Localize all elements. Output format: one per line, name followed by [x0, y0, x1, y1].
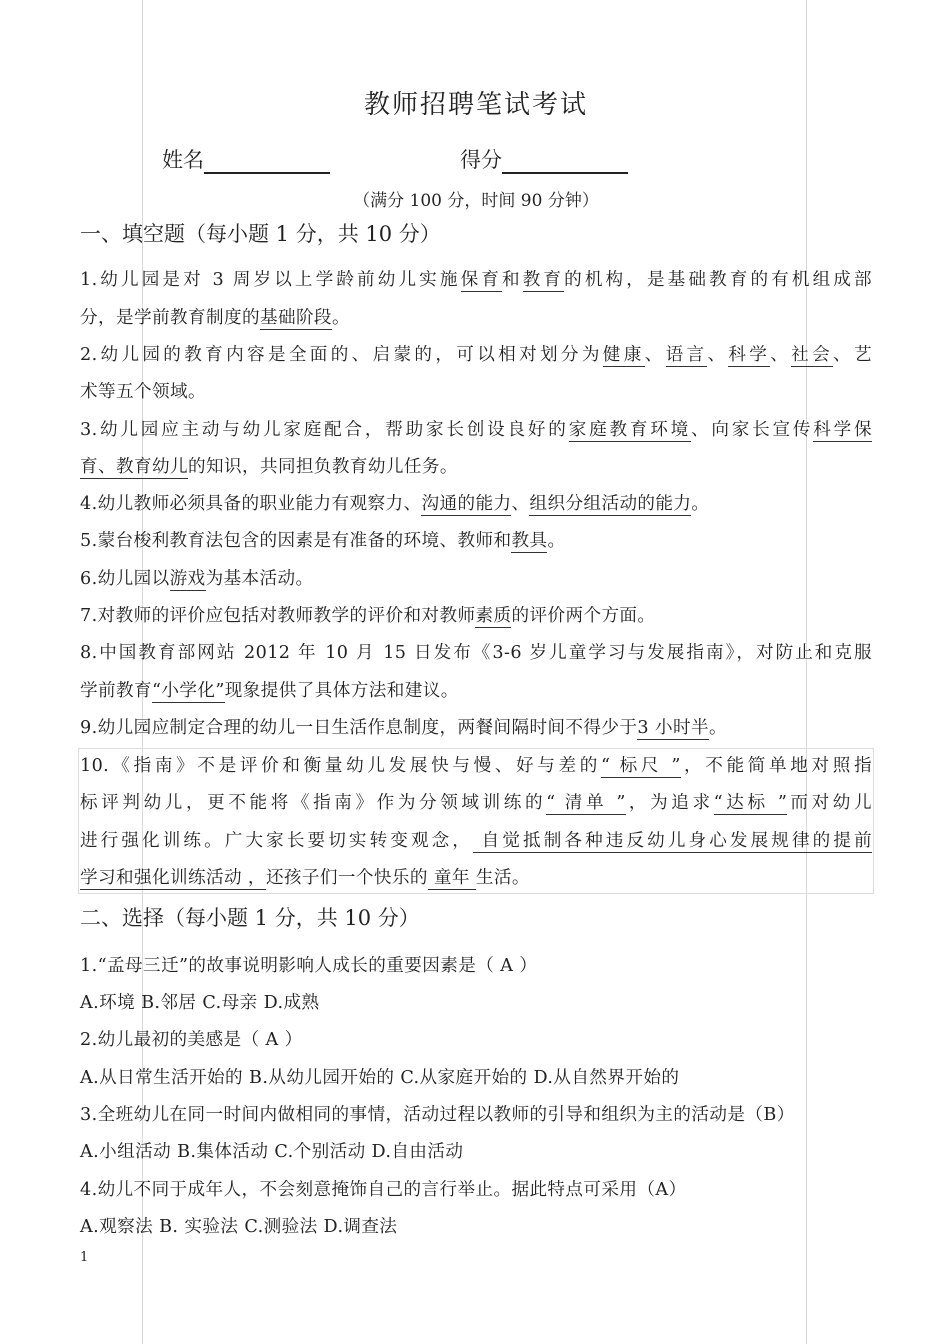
choice-2-question: 2.幼儿最初的美感是（ A ） [80, 1030, 303, 1050]
question-3-line-1: 3.幼儿园应主动与幼儿家庭配合，帮助家长创设良好的家庭教育环境、向家长宣传科学保 [80, 420, 873, 440]
section-heading-fill-in: 一、填空题（每小题 1 分，共 10 分） [80, 222, 441, 246]
question-10-line-4: 学习和强化训练活动 ，还孩子们一个快乐的 童年 生活。 [80, 868, 530, 888]
choice-4-question: 4.幼儿不同于成年人，不会刻意掩饰自己的言行举止。据此特点可采用（A） [80, 1180, 687, 1200]
choice-2-options: A.从日常生活开始的 B.从幼儿园开始的 C.从家庭开始的 D.从自然界开始的 [80, 1068, 680, 1088]
question-10-line-3: 进行强化训练。广大家长要切实转变观念， 自觉抵制各种违反幼儿身心发展规律的提前 [80, 831, 872, 851]
choice-4-options: A.观察法 B. 实验法 C.测验法 D.调查法 [80, 1217, 398, 1237]
page-title: 教师招聘笔试考试 [363, 90, 588, 120]
question-10-line-1: 10.《指南》不是评价和衡量幼儿发展快与慢、好与差的“ 标尺 ”，不能简单地对照指 [80, 756, 872, 776]
question-6: 6.幼儿园以游戏为基本活动。 [80, 569, 314, 589]
question-8-line-1: 8.中国教育部网站 2012 年 10 月 15 日发布《3-6 岁儿童学习与发展指南》，对防止和克服 [80, 643, 872, 663]
question-5: 5.蒙台梭利教育法包含的因素是有准备的环境、教师和教具。 [80, 531, 566, 551]
choice-3-question: 3.全班幼儿在同一时间内做相同的事情，活动过程以教师的引导和组织为主的活动是（B） [80, 1105, 795, 1125]
question-8-line-2: 学前教育“小学化”现象提供了具体方法和建议。 [80, 681, 459, 701]
score-blank[interactable] [502, 148, 628, 174]
question-2-line-2: 术等五个领域。 [80, 382, 206, 402]
name-blank[interactable] [204, 148, 330, 174]
name-row [162, 144, 330, 174]
exam-subtitle: （满分 100 分，时间 90 分钟） [353, 191, 599, 211]
choice-3-options: A.小组活动 B.集体活动 C.个别活动 D.自由活动 [80, 1142, 464, 1162]
question-1-line-1: 1.幼儿园是对 3 周岁以上学龄前幼儿实施保育和教育的机构，是基础教育的有机组成部 [80, 270, 872, 290]
question-9: 9.幼儿园应制定合理的幼儿一日生活作息制度，两餐间隔时间不得少于3 小时半。 [80, 718, 727, 738]
question-4: 4.幼儿教师必须具备的职业能力有观察力、沟通的能力、组织分组活动的能力。 [80, 494, 710, 514]
question-2-line-1: 2.幼儿园的教育内容是全面的、启蒙的，可以相对划分为健康、语言、科学、社会、艺 [80, 345, 872, 365]
score-row [460, 144, 628, 174]
question-7: 7.对教师的评价应包括对教师教学的评价和对教师素质的评价两个方面。 [80, 606, 656, 626]
question-3-line-2: 育、教育幼儿的知识，共同担负教育幼儿任务。 [80, 457, 458, 477]
page-number: 1 [80, 1250, 89, 1265]
question-1-line-2: 分，是学前教育制度的基础阶段。 [80, 308, 350, 328]
choice-1-options: A.环境 B.邻居 C.母亲 D.成熟 [80, 993, 320, 1013]
question-10-line-2: 标评判幼儿，更不能将《指南》作为分领域训练的“ 清单 ”，为追求“达标 ”而对幼儿 [80, 793, 872, 813]
section-heading-choice: 二、选择（每小题 1 分，共 10 分） [80, 906, 420, 930]
name-label: 姓名 [162, 148, 204, 172]
choice-1-question: 1.“孟母三迁”的故事说明影响人成长的重要因素是（ A ） [80, 956, 538, 976]
score-label: 得分 [460, 148, 502, 172]
